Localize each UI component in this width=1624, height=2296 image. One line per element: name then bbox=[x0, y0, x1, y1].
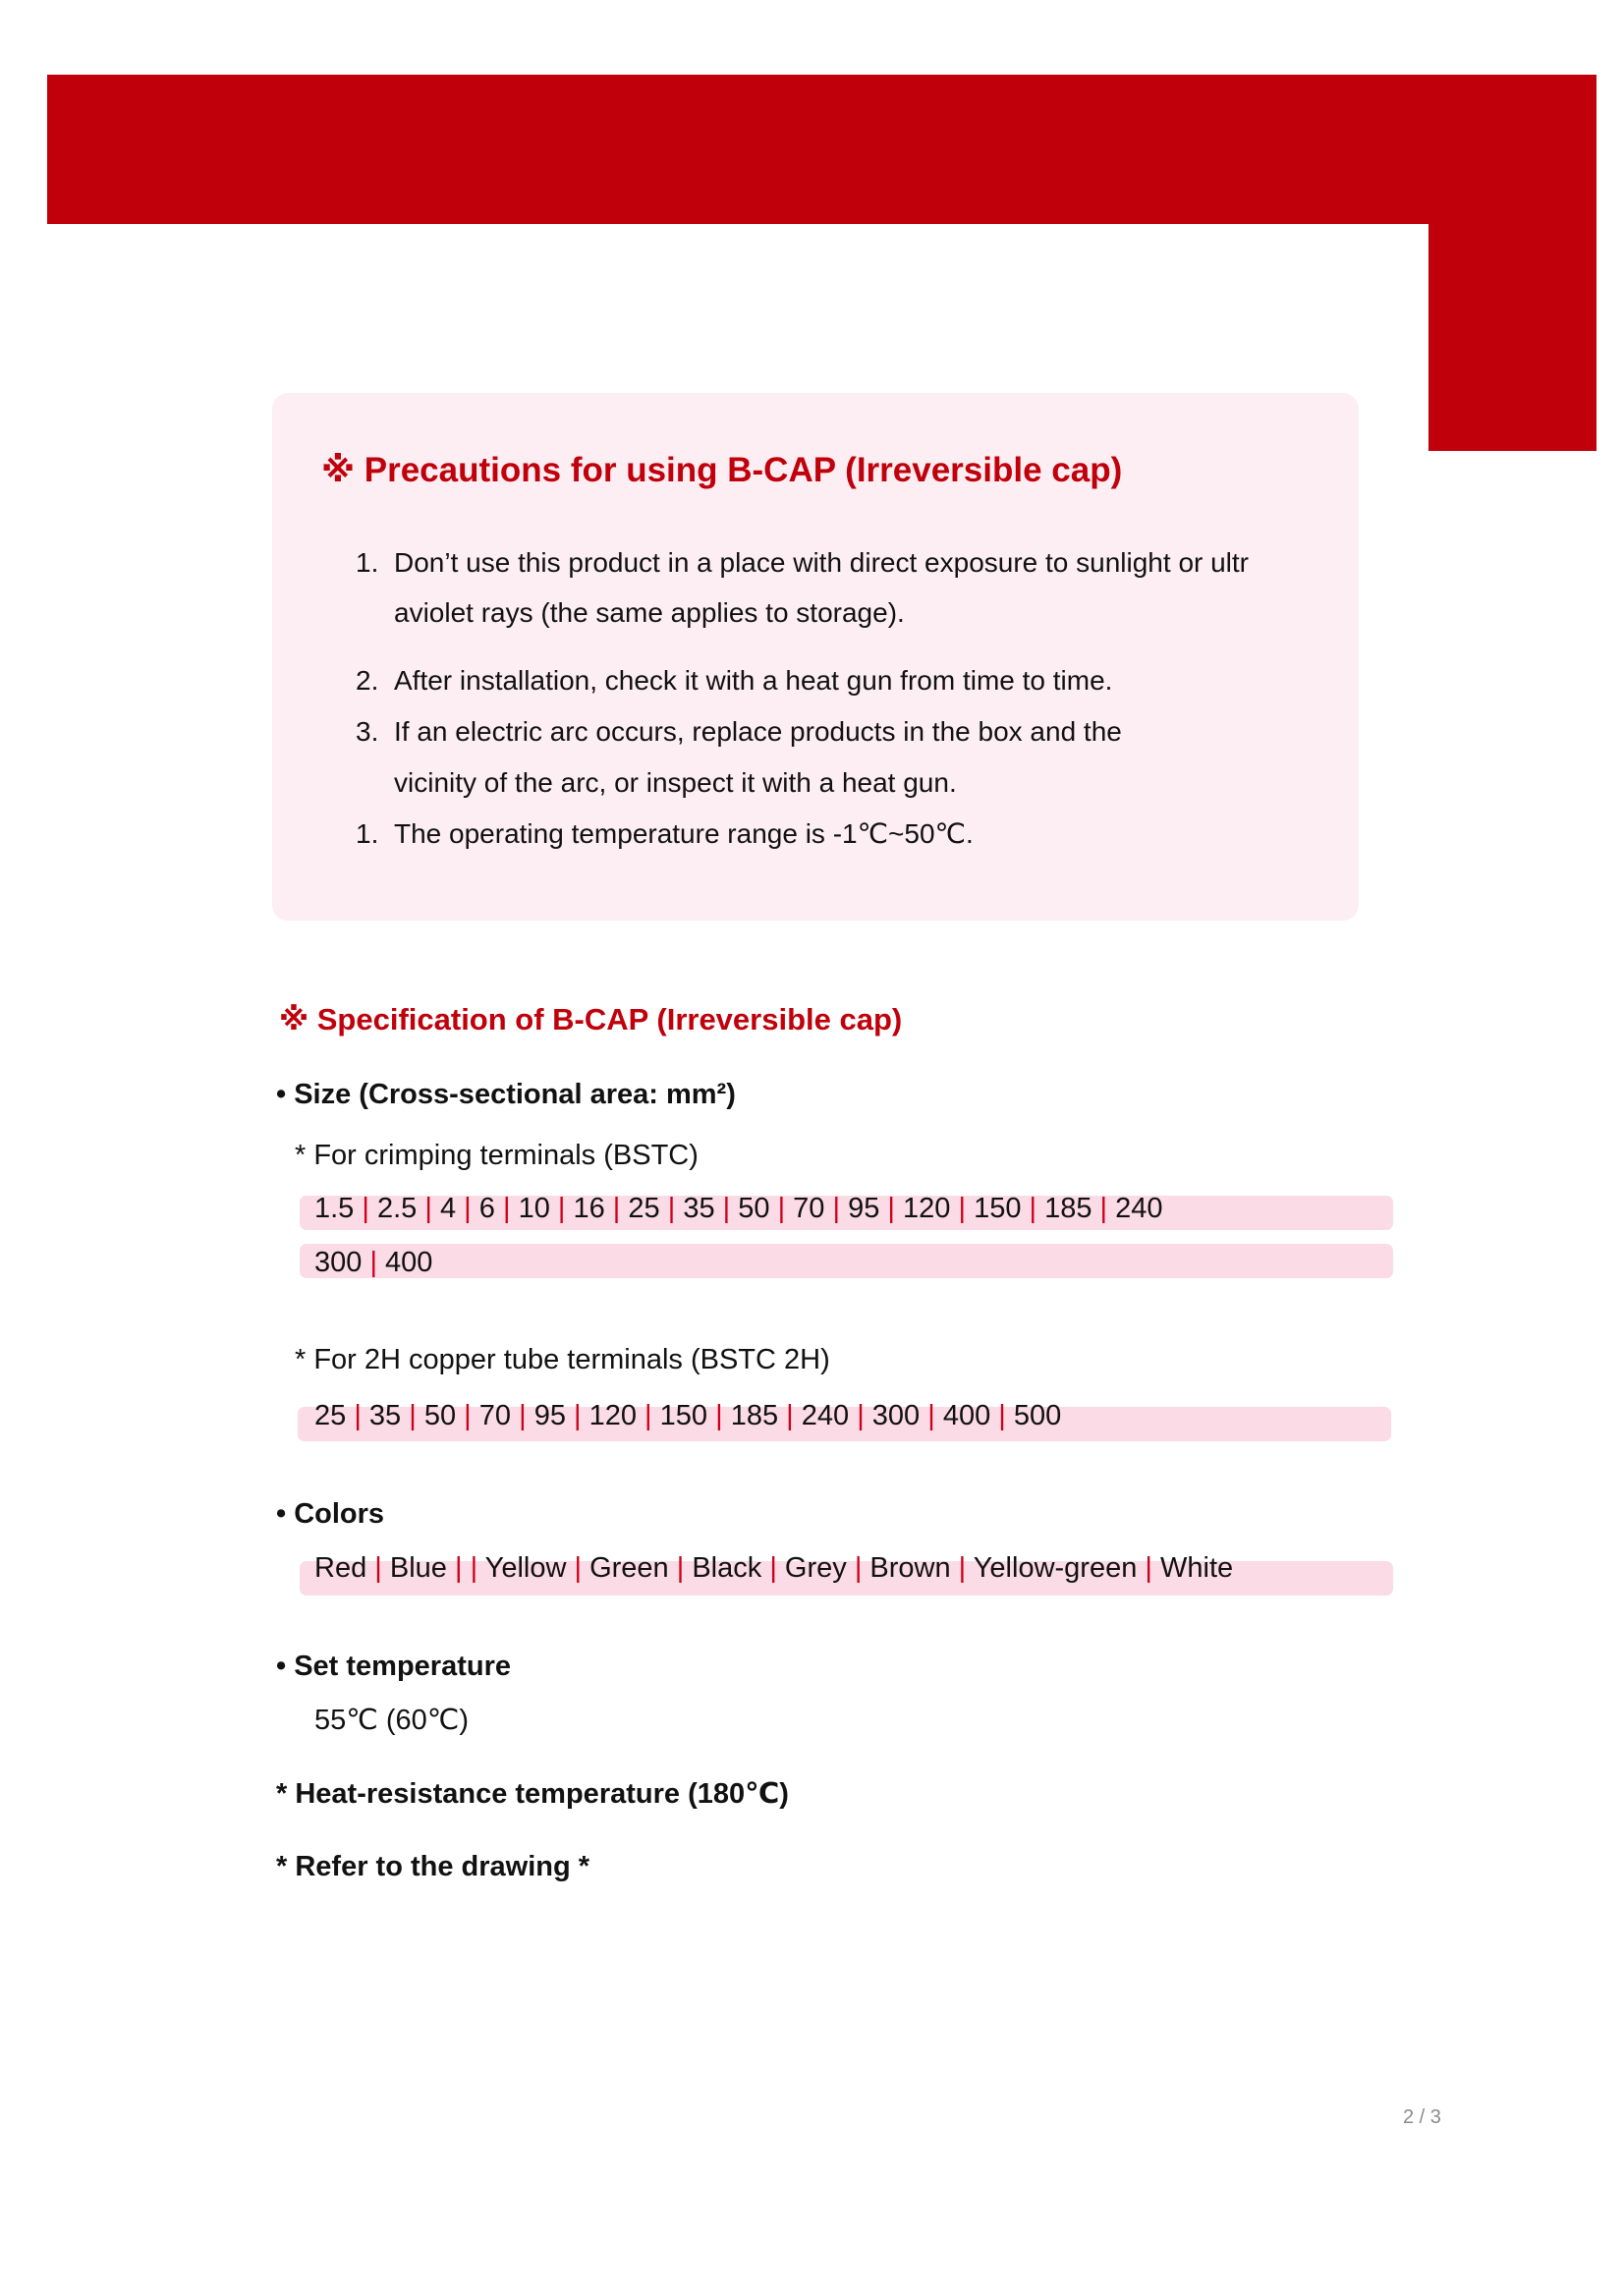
copper-label: * For 2H copper tube terminals (BSTC 2H) bbox=[295, 1344, 830, 1375]
value-item: 240 bbox=[1115, 1193, 1163, 1224]
value-separator: | bbox=[354, 1193, 377, 1224]
value-separator: | bbox=[714, 1193, 739, 1224]
precaution-text: The operating temperature range is -1℃~50℃. bbox=[394, 818, 974, 849]
value-item: Black bbox=[692, 1552, 762, 1584]
colors-heading: • Colors bbox=[276, 1498, 385, 1530]
value-item: 10 bbox=[518, 1193, 550, 1224]
value-item: 70 bbox=[793, 1193, 825, 1224]
value-item: 35 bbox=[368, 1400, 402, 1431]
value-separator: | bbox=[470, 1552, 485, 1584]
value-item: 95 bbox=[533, 1400, 566, 1431]
value-item: 70 bbox=[478, 1400, 512, 1431]
value-item: Blue bbox=[389, 1552, 447, 1584]
value-separator: | bbox=[769, 1193, 794, 1224]
value-item: 150 bbox=[974, 1193, 1022, 1224]
value-separator: | bbox=[362, 1247, 386, 1278]
precaution-text: If an electric arc occurs, replace products in the box and the bbox=[394, 716, 1122, 747]
value-separator: | bbox=[511, 1400, 534, 1431]
value-separator: | bbox=[604, 1193, 629, 1224]
specification-title: ※ Specification of B-CAP (Irreversible cap) bbox=[279, 1002, 903, 1036]
value-item: 2.5 bbox=[376, 1193, 418, 1224]
value-item: Grey bbox=[784, 1552, 847, 1584]
value-item: 1.5 bbox=[314, 1193, 355, 1224]
size-heading: • Size (Cross-sectional area: mm²) bbox=[276, 1079, 736, 1110]
value-item: White bbox=[1160, 1552, 1234, 1584]
header-red-corner bbox=[1428, 75, 1596, 451]
value-item: 95 bbox=[848, 1193, 880, 1224]
value-separator: | bbox=[565, 1400, 589, 1431]
value-separator: | bbox=[950, 1193, 975, 1224]
value-separator: | bbox=[920, 1400, 943, 1431]
value-item: 50 bbox=[738, 1193, 770, 1224]
heat-resistance-note: * Heat-resistance temperature (180℃) bbox=[276, 1778, 789, 1810]
value-item: Yellow-green bbox=[973, 1552, 1138, 1584]
value-separator: | bbox=[346, 1400, 369, 1431]
page-number: 2 / 3 bbox=[1403, 2106, 1441, 2128]
precaution-number: 1. bbox=[356, 818, 379, 849]
value-item: 185 bbox=[730, 1400, 779, 1431]
value-separator: | bbox=[824, 1193, 849, 1224]
value-separator: | bbox=[1137, 1552, 1161, 1584]
value-item: 120 bbox=[903, 1193, 951, 1224]
value-item: 50 bbox=[423, 1400, 457, 1431]
header-red-band bbox=[47, 75, 1596, 224]
value-separator: | bbox=[659, 1193, 684, 1224]
value-separator: | bbox=[1092, 1193, 1116, 1224]
crimp-sizes-highlight bbox=[300, 1244, 1393, 1278]
value-separator: | bbox=[566, 1552, 590, 1584]
value-separator: | bbox=[637, 1400, 660, 1431]
value-separator: | bbox=[1021, 1193, 1045, 1224]
crimp-sizes-row-2 bbox=[314, 1249, 432, 1277]
value-item: 185 bbox=[1044, 1193, 1092, 1224]
crimp-sizes-row-1 bbox=[314, 1195, 1163, 1223]
value-separator: | bbox=[990, 1400, 1014, 1431]
value-item: 150 bbox=[659, 1400, 708, 1431]
value-separator: | bbox=[761, 1552, 785, 1584]
value-separator: | bbox=[374, 1552, 390, 1584]
value-item: 300 bbox=[871, 1400, 921, 1431]
value-separator: | bbox=[778, 1400, 802, 1431]
value-separator: | bbox=[494, 1193, 519, 1224]
value-item: 25 bbox=[628, 1193, 660, 1224]
value-separator: | bbox=[668, 1552, 693, 1584]
value-separator: | bbox=[879, 1193, 904, 1224]
precaution-number: 2. bbox=[356, 665, 379, 696]
value-item: 500 bbox=[1013, 1400, 1062, 1431]
value-item: 400 bbox=[385, 1247, 433, 1278]
value-separator: | bbox=[417, 1193, 440, 1224]
value-separator: | bbox=[846, 1552, 870, 1584]
precaution-text: vicinity of the arc, or inspect it with a heat gun. bbox=[394, 767, 957, 798]
value-separator: | bbox=[456, 1400, 479, 1431]
value-item: 6 bbox=[478, 1193, 495, 1224]
precaution-text: Don’t use this product in a place with direct exposure to sunlight or ultr bbox=[394, 547, 1250, 578]
precaution-text: aviolet rays (the same applies to storage). bbox=[394, 597, 905, 628]
value-separator: | bbox=[401, 1400, 424, 1431]
value-separator: | bbox=[446, 1552, 471, 1584]
value-item: 240 bbox=[801, 1400, 850, 1431]
value-separator: | bbox=[950, 1552, 974, 1584]
value-item: 400 bbox=[942, 1400, 991, 1431]
refer-drawing-note: * Refer to the drawing * bbox=[276, 1851, 590, 1882]
value-separator: | bbox=[707, 1400, 731, 1431]
value-item: 16 bbox=[573, 1193, 605, 1224]
value-separator: | bbox=[849, 1400, 872, 1431]
value-item: Brown bbox=[869, 1552, 951, 1584]
set-temperature-heading: • Set temperature bbox=[276, 1651, 512, 1682]
value-separator: | bbox=[549, 1193, 574, 1224]
colors-row bbox=[314, 1554, 1233, 1583]
set-temperature-value: 55℃ (60℃) bbox=[314, 1705, 470, 1736]
precautions-title: ※ Precautions for using B-CAP (Irreversible cap) bbox=[321, 451, 1123, 489]
copper-sizes-row bbox=[314, 1402, 1061, 1430]
value-item: Red bbox=[314, 1552, 375, 1584]
value-item: Green bbox=[589, 1552, 669, 1584]
value-item: 4 bbox=[439, 1193, 457, 1224]
crimp-label: * For crimping terminals (BSTC) bbox=[295, 1140, 699, 1171]
value-item: 35 bbox=[683, 1193, 715, 1224]
precaution-text: After installation, check it with a heat gun from time to time. bbox=[394, 665, 1113, 696]
value-item: 300 bbox=[314, 1247, 363, 1278]
value-item: Yellow bbox=[484, 1552, 567, 1584]
precaution-number: 1. bbox=[356, 547, 379, 578]
value-separator: | bbox=[456, 1193, 479, 1224]
value-item: 25 bbox=[314, 1400, 347, 1431]
precaution-number: 3. bbox=[356, 716, 379, 747]
value-item: 120 bbox=[588, 1400, 637, 1431]
